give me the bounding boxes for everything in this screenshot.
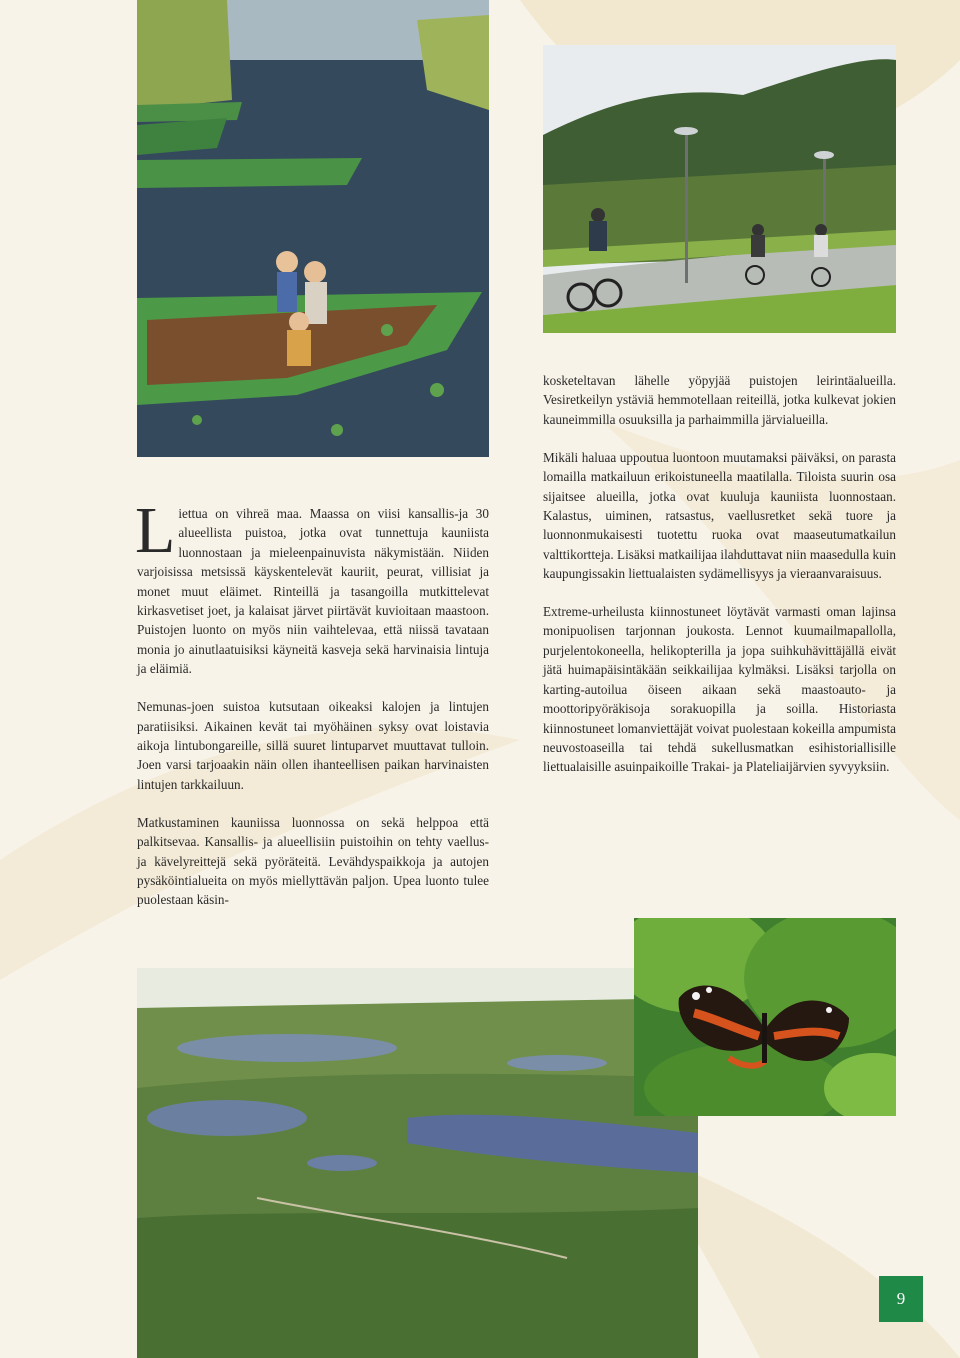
right-text-column [543, 371, 896, 795]
extreme-sports-paragraph: Extreme-urheilusta kiinnostuneet löytävät varmasti oman lajinsa monipuolisen tarjonnan joukosta. Lennot kuumailmapallolla, purjelentokoneella, helikopterilla ja jopa suihkuhävittäjällä eivät jätä huimapäisintäkään seikkailijaa kylmäksi. Lisäksi tarjolla on karting-autoilua öiseen aikaan sekä maastoauto- ja moottoripyöräkisoja sorakuopilla ja soilla. Historiasta kiinnostuneet lomanviettäjät voivat puolestaan kokeilla ampumista neuvostoaseilla tai tehdä sukellusmatkan esihistoriallisille liettualaisille asuinpaikoille Trakai- ja Plateliaijärvien syvyyksiin. [543, 604, 896, 775]
photo-cyclists-in-park [543, 45, 896, 333]
travel-paragraph: Matkustaminen kauniissa luonnossa on sekä helppoa että palkitsevaa. Kansallis- ja alueellisiin puistoihin on tehty vaellus- ja kävelyreittejä sekä pyöräteitä. Levähdyspaikkoja ja autojen pysäköintialueita on myös miellyttävän paljon. Upea luonto tulee puolestaan käsin- [137, 814, 489, 908]
page-number: 9 [879, 1276, 923, 1322]
camping-paragraph: kosketeltavan lähelle yöpyjää puistojen leirintäalueilla. Vesiretkeilyn ystäviä hemmotellaan reiteillä, jotka kulkevat jokien kauneimmilla osuuksilla ja parhaimmilla järvialueilla. [543, 373, 896, 427]
photo-children-on-rowboat [137, 0, 489, 457]
left-text-column [135, 494, 489, 928]
drop-cap: L [135, 494, 176, 567]
photo-aerial-lake-landscape [137, 968, 698, 1358]
intro-paragraph [135, 494, 489, 679]
intro-paragraph-text: iettua on vihreä maa. Maassa on viisi kansallis-ja 30 alueellista puistoa, jotka ovat tunnettuja kauniista luonnostaan ja mieleenpainuvista näkymistään. Niiden varjoisissa metsissä käyskentelevät kauriit, peurat, villisiat ja monet muut eläimet. Rinteillä ja tasangoilla mutkittelevat kirkasvetiset joet, ja kalaisat järvet piirtävät kuvioitaan maastoon. Puistojen luonto on myös niin vaihtelevaa, että niissä tavataan monia jo ainutlaatuisiksi käyneitä kasveja sekä harvinaisia lintuja ja eläimiä. [137, 506, 489, 677]
farm-stay-paragraph: Mikäli haluaa uppoutua luontoon muutamaksi päiväksi, on parasta lomailla matkailuun erikoistuneella maatilalla. Tiloista suurin osa sijaitsee alueilla, jotka ovat kuuluja kauniista luonnostaan. Kalastus, uiminen, ratsastus, vaellusretket sekä tuore ja luonnonmukaisesti tuotettu ruoka ovat maaseutumatkailun valttikortteja. Lisäksi matkailijaa ilahduttavat niin maasedulla kuin kaupungissakin liettualaisten sydämellisyys ja vieraanvaraisuus. [543, 449, 896, 582]
nemunas-paragraph: Nemunas-joen suistoa kutsutaan oikeaksi kalojen ja lintujen paratiisiksi. Aikainen kevät tai myöhäinen syksy ovat loistavia aikoja lintubongareille, sillä suuret lintuparvet muuttavat tulloin. Joen varsi tarjoaakin näin ollen ihanteellisen paikan harvinaisten lintujen tarkkailuun. [137, 699, 489, 792]
photo-red-admiral-butterfly [634, 918, 896, 1116]
